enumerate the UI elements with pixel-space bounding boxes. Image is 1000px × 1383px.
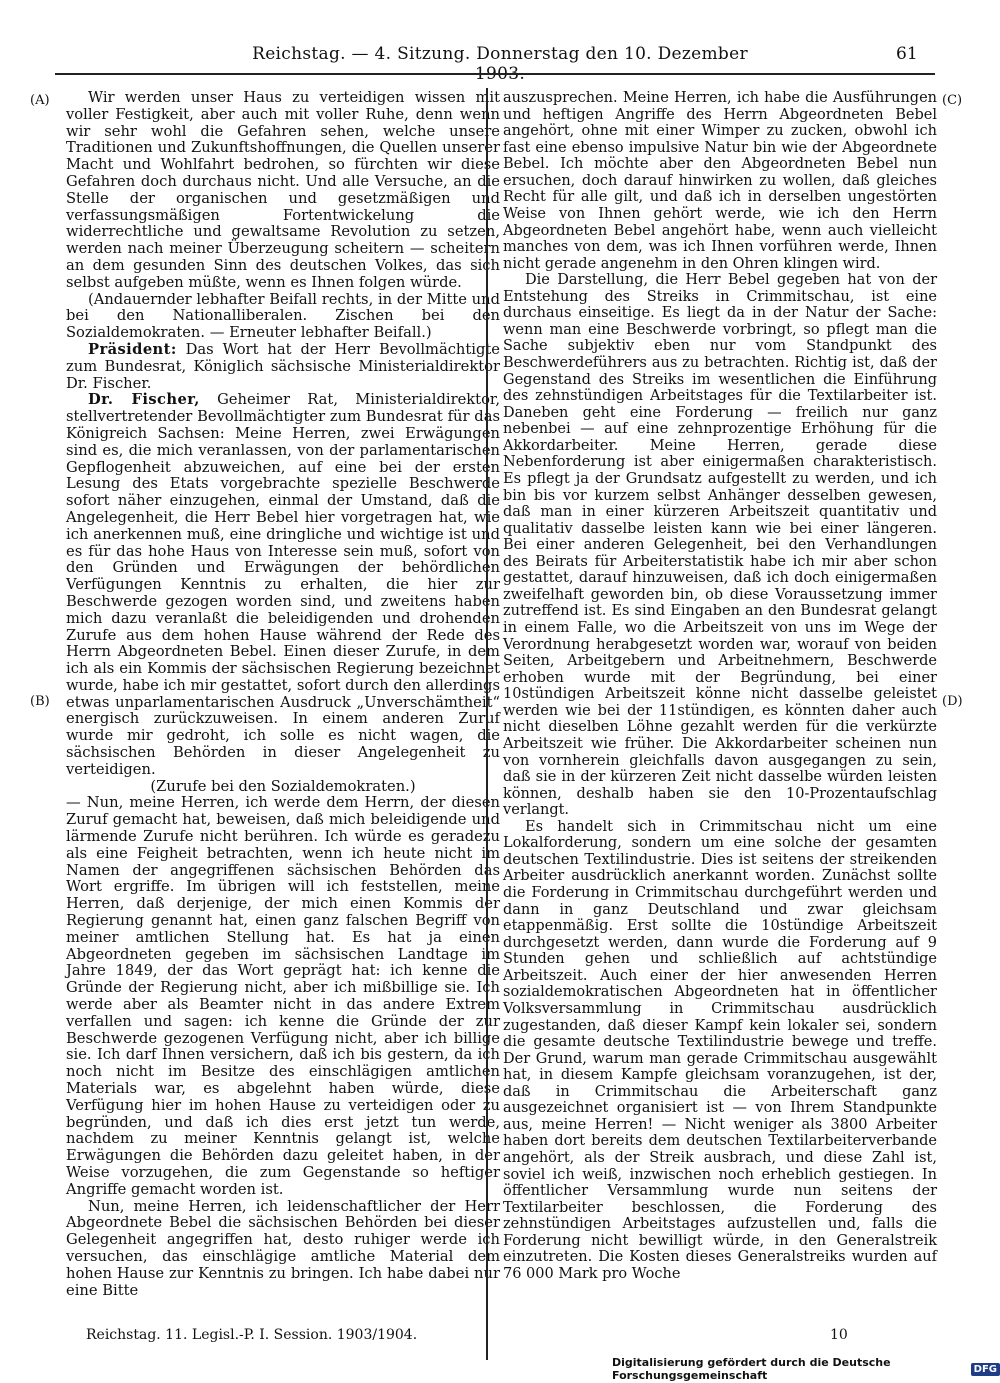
funding-text: Digitalisierung gefördert durch die Deutsche Forschungsgemeinschaft [612,1356,891,1382]
running-head: Reichstag. — 4. Sitzung. Donnerstag den 10. Dezember 1903. [252,44,748,84]
stage-direction: (Andauernder lebhafter Beifall rechts, in der Mitte und bei den Nationalliberalen. Zischen bei den Sozialdemokraten. — Erneuter lebhafter Beifall.) [66,290,500,342]
left-column [66,90,500,1299]
speaker-name: Präsident: [88,340,177,358]
sheet-signature: 10 [830,1327,848,1343]
header-rule [55,73,935,75]
paragraph: auszusprechen. Meine Herren, ich habe die Ausführungen und heftigen Angriffe des Herrn Abgeordneten Bebel angehört, ohne mit einer Wimper zu zucken, obwohl ich fast eine ebenso impulsive Natur bin wie der Abgeordnete Bebel. Ich möchte aber den Abgeordneten Bebel nun ersuchen, doch darauf hinwirken zu wollen, daß gleiches Recht für alle gilt, und daß ich in derselben ungestörten Weise von Ihnen gehört werde, wie ich den Herrn Abgeordneten Bebel angehört habe, wenn auch vielleicht manches von dem, was ich Ihnen vorführen werde, Ihnen nicht gerade angenehm in den Ohren klingen wird. [503,90,937,272]
paragraph: Wir werden unser Haus zu verteidigen wissen mit voller Festigkeit, aber auch mit voller Ruhe, denn wenn wir sehr wohl die Gefahren sehen, welche unsere Traditionen und Zukunftshoffnungen, die Quellen unserer Macht und Wohlfahrt bedrohen, so fürchten wir diese Gefahren doch durchaus nicht. Und alle Versuche, an die Stelle der organischen und gesetzmäßigen und verfassungsmäßigen Fortentwickelung die widerrechtliche und gewaltsame Revolution zu setzen, werden nach meiner Überzeugung scheitern — scheitern an dem gesunden Sinn des deutschen Volkes, das sich selbst aufgeben müßte, wenn es Ihnen folgen würde. [66,89,500,291]
column-divider [486,88,488,1360]
paragraph: — Nun, meine Herren, ich werde dem Herrn, der diesen Zuruf gemacht hat, beweisen, daß mich beleidigende und lärmende Zurufe nicht berühren. Ich würde es geradezu als eine Feigheit betrachten, wenn ich heute nicht im Namen der angegriffenen sächsischen Behörden das Wort ergriffe. Im übrigen will ich feststellen, meine Herren, daß derjenige, der mich einen Kommis der Regierung genannt hat, einen ganz falschen Begriff von meiner amtlichen Stellung hat. Es hat ja einen Abgeordneten gegeben im sächsischen Landtage im Jahre 1849, der das Wort geprägt hat: ich kenne die Gründe der Regierung nicht, aber ich mißbillige sie. Ich werde aber als Beamter nicht in das andere Extrem verfallen und sagen: ich kenne die Gründe der zur Beschwerde gezogenen Verfügung nicht, aber ich billige sie. Ich darf Ihnen versichern, daß ich bis gestern, da ich noch nicht im Besitze des einschlägigen amtlichen Materials war, es abgelehnt haben würde, diese Verfügung hier im hohen Hause zu verteidigen oder zu begründen, und daß ich dies erst jetzt tun werde, nachdem zu meiner Kenntnis gelangt ist, welche Erwägungen die Behörden dazu geleitet haben, in der Weise vorzugehen, die zum Gegenstande so heftiger Angriffe gemacht worden ist. [66,794,500,1198]
paragraph [66,392,500,778]
paragraph: Die Darstellung, die Herr Bebel gegeben hat von der Entstehung des Streiks in Crimmitschau, ist eine durchaus einseitige. Es liegt da in der Natur der Sache: wenn man eine Beschwerde vorbringt, so pflegt man die Sache subjektiv eben nur vom Standpunkt des Beschwerdeführers aus zu betrachten. Richtig ist, daß der Gegenstand des Streiks im wesentlichen die Einführung des zehnstündigen Arbeitstages für die Textilarbeiter ist. Daneben geht eine Forderung — freilich nur ganz nebenbei — auf eine zehnprozentige Erhöhung für die Akkordarbeiter. Meine Herren, gerade diese Nebenforderung ist aber einigermaßen charakteristisch. Es pflegt ja der Grundsatz aufgestellt zu werden, und ich bin bis vor kurzem selbst Anhänger desselben gewesen, daß man in einer kürzeren Arbeitszeit quantitativ und qualitativ dasselbe leisten kann wie bei einer längeren. Bei einer anderen Gelegenheit, bei den Verhandlungen des Beirats für Arbeiterstatistik habe ich mir aber schon gestattet, darauf hinzuweisen, daß ich doch einigermaßen zweifelhaft geworden bin, ob diese Voraussetzung immer zutreffend ist. Es sind Eingaben an den Bundesrat gelangt in einem Falle, wo die Arbeitszeit von uns im Wege der Verordnung herabgesetzt worden war, worauf von beiden Seiten, Arbeitgebern und Arbeitnehmern, Beschwerde erhoben wurde mit der Begründung, bei einer 10stündigen Arbeitszeit könne nicht dasselbe geleistet werden wie bei der 11stündigen, es könnten daher auch nicht dieselben Löhne gezahlt werden für die verkürzte Arbeitszeit wie früher. Die Akkordarbeiter scheinen nun von vornherein gleichfalls davon ausgegangen zu sein, daß sie in der kürzeren Zeit nicht dasselbe würden leisten können, deshalb haben sie den 10-Prozentaufschlag verlangt. [503,272,937,819]
margin-mark-a: (A) [30,93,50,108]
stage-direction: (Zurufe bei den Sozialdemokraten.) [150,777,416,795]
dfg-logo-icon: DFG [971,1363,1000,1376]
margin-mark-b: (B) [30,694,50,709]
right-column [503,90,937,1283]
speech-text: Geheimer Rat, Ministerialdirektor, stellvertretender Bevollmächtigter zum Bundesrat für das Königreich Sachsen: Meine Herren, zwei Erwägungen sind es, die mich veranlassen, von der parlamentarischen Gepflogenheit abzuweichen, auf eine bei der ersten Lesung des Etats vorgebrachte spezielle Beschwerde sofort näher einzugehen, einmal der Umstand, daß die Angelegenheit, die Herr Bebel hier vorgetragen hat, wie ich anerkennen muß, eine dringliche und wichtige ist und es für das hohe Haus von Interesse sein muß, sofort von den Gründen und Erwägungen der behördlichen Verfügungen Kenntnis zu erhalten, die hier zur Beschwerde gezogen worden sind, und zweitens haben mich dazu veranlaßt die beleidigenden und drohenden Zurufe aus dem hohen Hause während der Rede des Herrn Abgeordneten Bebel. Einen dieser Zurufe, in dem ich als ein Kommis der sächsischen Regierung bezeichnet wurde, habe ich mir gestattet, sofort durch den allerdings etwas unparlamentarischen Ausdruck „Unverschämtheit“ energisch zurückzuweisen. In einem anderen Zuruf wurde mir gedroht, ich solle es nicht wagen, die sächsischen Behörden in dieser Angelegenheit zu verteidigen. [66,391,500,778]
paragraph: Nun, meine Herren, ich leidenschaftlicher der Herr Abgeordnete Bebel die sächsischen Behörden bei dieser Gelegenheit angegriffen hat, desto ruhiger werde ich versuchen, das einschlägige amtliche Material dem hohen Hause zur Kenntnis zu bringen. Ich habe dabei nur eine Bitte [66,1197,500,1299]
margin-mark-c: (C) [942,93,963,108]
funding-note [612,1356,1000,1382]
paragraph: Es handelt sich in Crimmitschau nicht um eine Lokalforderung, sondern um eine solche der gesamten deutschen Textilindustrie. Dies ist seitens der streikenden Arbeiter ausdrücklich anerkannt worden. Zunächst sollte die Forderung in Crimmitschau durchgeführt werden und dann in ganz Deutschland und zwar gleichsam etappenmäßig. Erst sollte die 10stündige Arbeitszeit durchgesetzt werden, dann wurde die Forderung auf 9 Stunden gehen und schließlich auf achtstündige Arbeitszeit. Auch einer der hier anwesenden Herren sozialdemokratischen Abgeordneten hat in öffentlicher Volksversammlung in Crimmitschau ausdrücklich zugestanden, daß dieser Kampf kein lokaler sei, sondern die gesamte deutsche Textilindustrie bewege und treffe. Der Grund, warum man gerade Crimmitschau ausgewählt hat, in diesem Kampfe gleichsam voranzugehen, ist der, daß in Crimmitschau die Arbeiterschaft ganz ausgezeichnet organisiert ist — von Ihrem Standpunkte aus, meine Herren! — Nicht weniger als 3800 Arbeiter haben dort bereits dem deutschen Textilarbeiterverbande angehört, als der Streik ausbrach, und diese Zahl ist, soviel ich weiß, inzwischen noch erheblich gestiegen. In öffentlicher Versammlung wurde nun seitens der Textilarbeiter beschlossen, die Forderung des zehnstündigen Arbeitstages aufzustellen und, falls die Forderung nicht bewilligt würde, in den Generalstreik einzutreten. Die Kosten dieses Generalstreiks wurden auf 76 000 Mark pro Woche [503,818,937,1282]
paragraph [66,342,500,392]
speech-text: Das Wort hat der Herr Bevollmächtigte zum Bundesrat, Königlich sächsische Ministerialdirektor Dr. Fischer. [66,340,500,392]
footer-imprint: Reichstag. 11. Legisl.-P. I. Session. 1903/1904. [86,1327,418,1343]
speaker-name: Dr. Fischer, [88,391,200,409]
page-number: 61 [896,44,918,64]
margin-mark-d: (D) [942,694,963,709]
